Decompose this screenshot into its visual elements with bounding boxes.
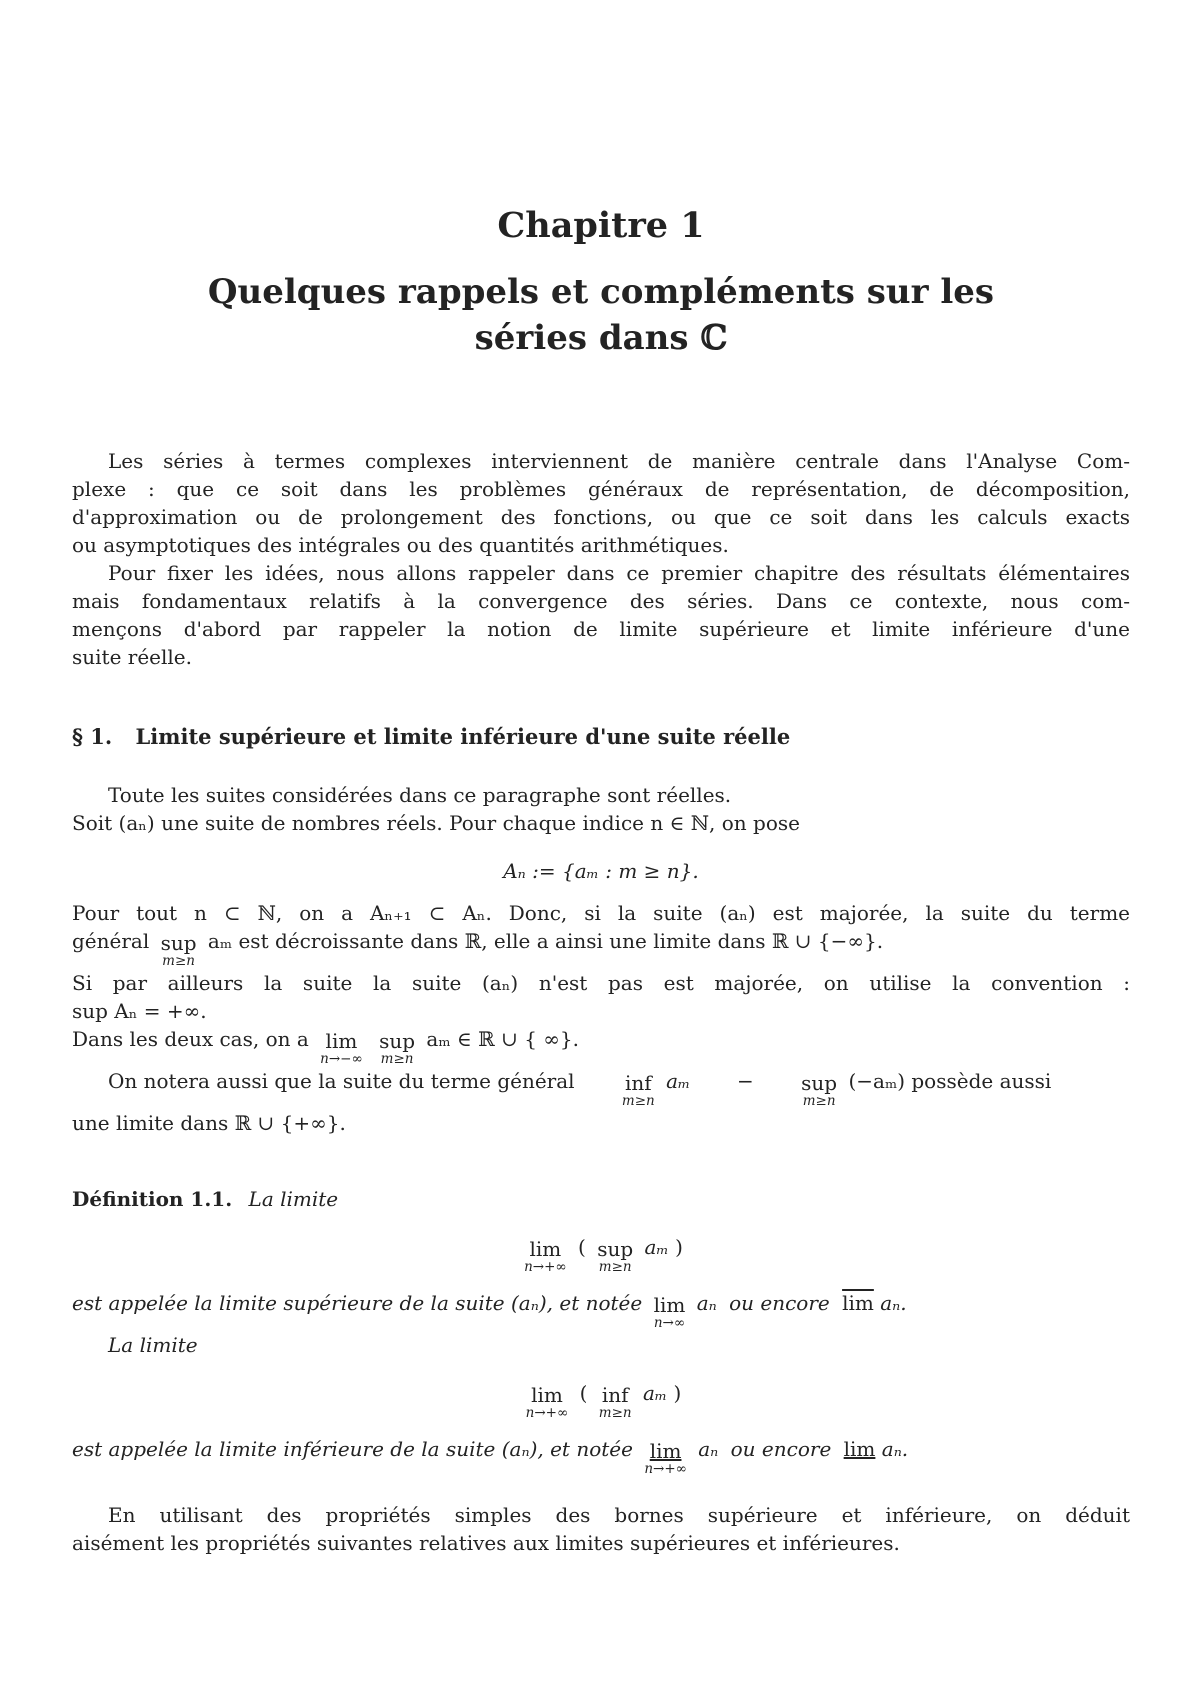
text-segment: général xyxy=(72,929,150,953)
section-title: Limite supérieure et limite inférieure d'une suite réelle xyxy=(135,724,791,749)
math-term: aₙ xyxy=(696,1291,717,1315)
lim-operator xyxy=(644,1440,687,1477)
lim-operator xyxy=(526,1384,569,1421)
paragraph-line-with-limsup xyxy=(72,1025,1130,1067)
close-paren: ) xyxy=(673,1381,682,1405)
paragraph-line: Pour fixer les idées, nous allons rappeler dans ce premier chapitre des résultats élémentaires xyxy=(108,561,1130,585)
definition-label: Définition 1.1. xyxy=(72,1187,233,1211)
paragraph-line: Si par ailleurs la suite la suite (aₙ) n'est pas est majorée, on utilise la convention : xyxy=(72,971,1130,995)
operator-subscript: m≥n xyxy=(621,1093,655,1109)
operator-name: sup xyxy=(801,1071,838,1095)
text-segment: Dans les deux cas, on a xyxy=(72,1027,309,1051)
operator-name: sup xyxy=(379,1029,416,1053)
definition-intro: La limite xyxy=(248,1187,339,1211)
sup-operator xyxy=(379,1030,415,1067)
paragraph-line-with-inf xyxy=(72,1067,1130,1109)
display-equation-an: Aₙ := {aₘ : m ≥ n}. xyxy=(503,859,699,883)
math-term: aₙ. xyxy=(881,1437,909,1461)
paragraph-line: suite réelle. xyxy=(72,645,192,669)
paragraph-line-with-sup xyxy=(72,927,1130,969)
section-heading xyxy=(72,723,1130,751)
paragraph-line: d'approximation ou de prolongement des fonctions, ou que ce soit dans les calculs exacts xyxy=(72,505,1130,529)
operator-name: inf xyxy=(601,1383,629,1407)
math-term: aₙ xyxy=(698,1437,719,1461)
paragraph-line: plexe : que ce soit dans les problèmes généraux de représentation, de décomposition, xyxy=(72,477,1130,501)
chapter-title-line2: séries dans ℂ xyxy=(474,318,728,358)
operator-name: sup xyxy=(160,931,197,955)
operator-subscript: n→+∞ xyxy=(644,1461,687,1477)
text-segment: aₘ ∈ ℝ ∪ { ∞}. xyxy=(426,1027,580,1051)
open-paren: ( xyxy=(579,1381,588,1405)
intro-paragraphs xyxy=(72,447,1130,671)
operator-subscript: m≥n xyxy=(598,1259,632,1275)
lim-operator xyxy=(320,1030,363,1067)
text-segment: (−aₘ) possède aussi xyxy=(848,1069,1052,1093)
paragraph-line: Toute les suites considérées dans ce paragraphe sont réelles. xyxy=(108,783,732,807)
close-paren: ) xyxy=(675,1235,683,1259)
paragraph-line: En utilisant des propriétés simples des bornes supérieure et inférieure, on déduit xyxy=(108,1503,1130,1527)
open-paren: ( xyxy=(578,1235,586,1259)
paragraph-line: sup Aₙ = +∞. xyxy=(72,999,207,1023)
operator-subscript: n→∞ xyxy=(653,1315,686,1331)
text-segment: est appelée la limite inférieure de la suite (aₙ), et notée xyxy=(72,1437,633,1461)
paragraph-line: Soit (aₙ) une suite de nombres réels. Pour chaque indice n ∈ ℕ, on pose xyxy=(72,811,800,835)
operator-subscript: n→+∞ xyxy=(524,1259,567,1275)
math-term: aₘ xyxy=(644,1235,669,1259)
sup-operator xyxy=(597,1238,633,1275)
display-equation-liminf xyxy=(72,1379,1130,1421)
paragraph-line: Les séries à termes complexes interviennent de manière centrale dans l'Analyse Com- xyxy=(108,449,1130,473)
limsup-description-line xyxy=(72,1289,1130,1331)
chapter-title-line1: Quelques rappels et compléments sur les xyxy=(207,272,995,312)
minus-sign: − xyxy=(737,1069,754,1093)
text-segment: ou encore xyxy=(730,1437,832,1461)
lim-operator xyxy=(654,1294,686,1331)
operator-name: sup xyxy=(597,1237,634,1261)
paragraph-line: une limite dans ℝ ∪ {+∞}. xyxy=(72,1111,346,1135)
paragraph-line: mais fondamentaux relatifs à la convergence des séries. Dans ce contexte, nous com- xyxy=(72,589,1130,613)
paragraph-line: ou asymptotiques des intégrales ou des quantités arithmétiques. xyxy=(72,533,729,557)
paragraph-line: aisément les propriétés suivantes relatives aux limites supérieures et inférieures. xyxy=(72,1531,900,1555)
operator-subscript: n→+∞ xyxy=(525,1405,569,1421)
operator-name: lim xyxy=(653,1293,686,1317)
chapter-title xyxy=(72,269,1130,361)
text-segment: aₘ est décroissante dans ℝ, elle a ainsi une limite dans ℝ ∪ {−∞}. xyxy=(207,929,884,953)
math-term: aₘ xyxy=(642,1381,668,1405)
chapter-number: Chapitre 1 xyxy=(497,205,705,246)
display-equation-limsup xyxy=(72,1233,1130,1275)
inf-operator xyxy=(586,1072,655,1109)
math-term: aₘ xyxy=(666,1069,691,1093)
inf-operator xyxy=(599,1384,632,1421)
paragraph-line: La limite xyxy=(108,1333,198,1357)
liminf-description-line xyxy=(72,1435,1130,1477)
sup-operator xyxy=(765,1072,837,1109)
sup-operator xyxy=(161,932,197,969)
operator-subscript: m≥n xyxy=(802,1093,836,1109)
operator-subscript: m≥n xyxy=(162,953,195,969)
paragraph-line: mençons d'abord par rappeler la notion de limite supérieure et limite inférieure d'une xyxy=(72,617,1130,641)
operator-name: lim xyxy=(529,1237,562,1261)
operator-subscript: m≥n xyxy=(380,1051,414,1067)
limsup-notation: $\overline{lim}$ xyxy=(842,1291,874,1315)
paragraph-line: Pour tout n ⊂ ℕ, on a Aₙ₊₁ ⊂ Aₙ. Donc, si la suite (aₙ) est majorée, la suite du terme xyxy=(72,901,1130,925)
operator-name: lim xyxy=(325,1029,358,1053)
definition-block xyxy=(72,1185,1130,1213)
closing-paragraph xyxy=(72,1501,1130,1557)
section-number: § 1. xyxy=(72,724,113,749)
math-term: aₙ. xyxy=(880,1291,907,1315)
operator-subscript: n→−∞ xyxy=(320,1051,363,1067)
operator-name: lim xyxy=(531,1383,563,1407)
text-segment: est appelée la limite supérieure de la suite (aₙ), et notée xyxy=(72,1291,643,1315)
liminf-notation: lim xyxy=(843,1437,876,1461)
operator-subscript: m≥n xyxy=(598,1405,632,1421)
text-segment: ou encore xyxy=(729,1291,830,1315)
text-segment: On notera aussi que la suite du terme général xyxy=(108,1069,575,1093)
lim-operator xyxy=(524,1238,567,1275)
operator-name: lim xyxy=(649,1439,682,1463)
operator-name: inf xyxy=(624,1071,652,1095)
